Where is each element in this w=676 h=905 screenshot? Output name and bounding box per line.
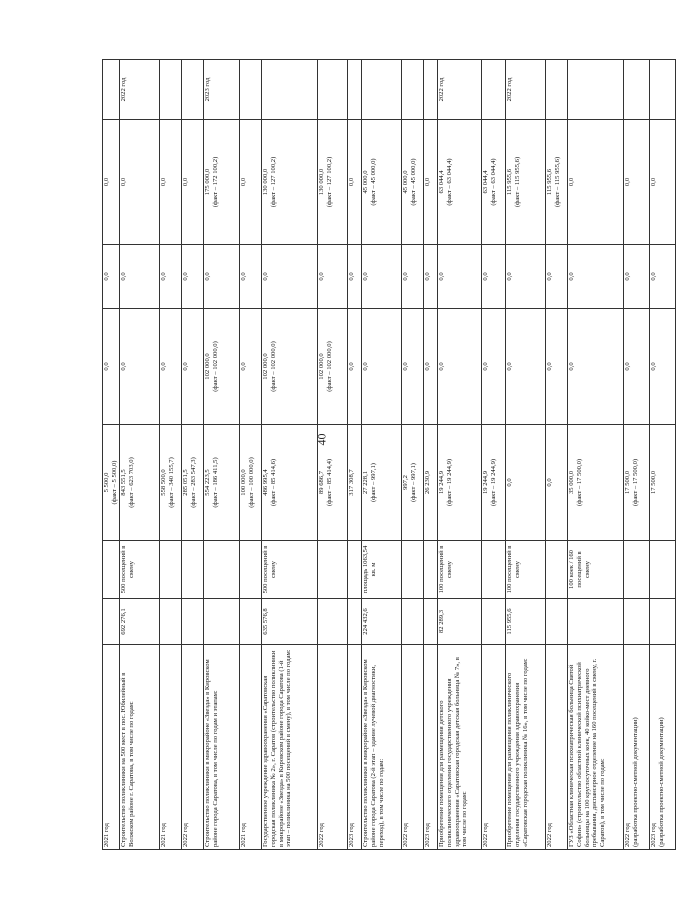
cell-capacity [318,541,348,599]
cell-name: ГУЗ «Областная клиническая психиатрическая больница Святой Софии» (строительство областной клинической психиатрической больницы на 100 круглосуточных коек, 40 койко-мест дневного пребывания, диспансерное отделение на 160 посещений в смену, г. Саратов), в том числе по годам: [568,645,624,850]
cell-capacity: 100 посещений в смену [438,541,482,599]
cell-term [482,60,506,120]
cell-name: 2022 год [402,645,424,850]
cell-budget-2024: 0,0 [424,120,438,245]
cell-budget-2021: 997,2 (факт – 997,1) [402,425,424,541]
table-row [482,60,506,850]
cell-term: 2023 год [204,60,240,120]
cell-budget-2023: 0,0 [650,245,676,309]
cell-budget-2024: 0,0 [160,120,182,245]
cell-total [482,599,506,645]
cell-budget-2022: 0,0 [362,309,402,425]
cell-total [240,599,262,645]
cell-budget-2024: 0,0 [103,120,120,245]
cell-total [402,599,424,645]
cell-budget-2021: 285 051,5 (факт – 283 547,3) [182,425,204,541]
cell-term [424,60,438,120]
cell-term [546,60,568,120]
cell-budget-2022: 0,0 [182,309,204,425]
cell-capacity [204,541,240,599]
cell-name: 2021 год [103,645,120,850]
cell-term: 2022 год [120,60,160,120]
cell-name: Приобретение помещения для размещения поликлинического отделения государственного учреждения здравоохранения «Саратовская городская поликлиника № 16», в том числе по годам: [506,645,546,850]
table-row [402,60,424,850]
cell-budget-2024: 130 000,0 (факт – 127 100,2) [262,120,318,245]
cell-capacity [182,541,204,599]
cell-capacity [402,541,424,599]
cell-budget-2023: 0,0 [438,245,482,309]
table-row [506,60,546,850]
cell-total: 224 432,6 [362,599,402,645]
cell-capacity [348,541,362,599]
cell-capacity: площадь 1063,54 кв. м [362,541,402,599]
table-row [438,60,482,850]
cell-budget-2023: 0,0 [160,245,182,309]
cell-budget-2022: 0,0 [506,309,546,425]
table-row [568,60,624,850]
cell-budget-2023: 0,0 [482,245,506,309]
cell-total [546,599,568,645]
cell-budget-2023: 0,0 [506,245,546,309]
cell-budget-2023: 0,0 [624,245,650,309]
cell-budget-2022: 0,0 [120,309,160,425]
cell-total [182,599,204,645]
cell-capacity [103,541,120,599]
cell-total: 635 576,8 [262,599,318,645]
cell-capacity: 100 коек / 160 посещений в смену [568,541,624,599]
cell-capacity [546,541,568,599]
cell-name: 2023 год [348,645,362,850]
cell-budget-2022: 0,0 [482,309,506,425]
table-row [424,60,438,850]
cell-term [650,60,676,120]
cell-budget-2024: 0,0 [182,120,204,245]
cell-budget-2024: 0,0 [240,120,262,245]
cell-name: 2021 год [160,645,182,850]
table-row [318,60,348,850]
cell-name: Государственное учреждение здравоохранения «Саратовская городская поликлиника № 2», г. Саратов (строительство поликлиники в микрорайоне «Звезда» в Кировском районе города Саратова (1-й этап – поликлиника на 500 посещений в смену), в том числе по годам: [262,645,318,850]
cell-name: 2022 год [318,645,348,850]
cell-total: 692 276,1 [120,599,160,645]
cell-budget-2024: 0,0 [568,120,624,245]
table-row [240,60,262,850]
cell-term: 2022 год [506,60,546,120]
cell-budget-2022: 0,0 [240,309,262,425]
cell-name: Строительство поликлиники на 500 мест в пос. Юбилейный в Волжском районе г. Саратова, в том числе по годам: [120,645,160,850]
cell-budget-2024: 130 000,0 (факт – 127 100,2) [318,120,348,245]
cell-budget-2021: 554 223,5 (факт – 186 411,5) [204,425,240,541]
cell-total [650,599,676,645]
cell-total [624,599,650,645]
cell-budget-2021: 5 500,0 (факт – 5 500,0) [103,425,120,541]
table-row [120,60,160,850]
cell-budget-2021: 558 500,0 (факт – 340 155,7) [160,425,182,541]
investment-table [102,59,676,850]
cell-budget-2023: 0,0 [103,245,120,309]
cell-budget-2024: 63 044,4 (факт – 63 044,4) [438,120,482,245]
cell-term [348,60,362,120]
cell-budget-2024: 175 000,0 (факт – 172 100,2) [204,120,240,245]
cell-budget-2022: 0,0 [103,309,120,425]
cell-name: 2022 год [482,645,506,850]
cell-budget-2023: 0,0 [546,245,568,309]
table-row [262,60,318,850]
cell-budget-2024: 115 955,6 (факт – 115 955,6) [546,120,568,245]
cell-budget-2023: 0,0 [262,245,318,309]
cell-capacity [240,541,262,599]
cell-budget-2022: 0,0 [546,309,568,425]
cell-budget-2021: 0,0 [546,425,568,541]
cell-capacity [424,541,438,599]
rotated-table-container [102,60,665,850]
cell-term [568,60,624,120]
table-row [362,60,402,850]
cell-name: 2023 год [424,645,438,850]
cell-budget-2024: 115 955,6 (факт – 115 955,6) [506,120,546,245]
cell-capacity [650,541,676,599]
cell-name: Строительство поликлиники в микрорайоне «Звезда» в Кировском районе города Саратова, в том числе по годам и этапам: [204,645,240,850]
cell-term [103,60,120,120]
cell-term: 2022 год [438,60,482,120]
cell-name: 2023 год (разработка проектно-сметной документации) [650,645,676,850]
cell-term [160,60,182,120]
cell-capacity [160,541,182,599]
page-number: 40 [314,433,329,446]
cell-budget-2021: 19 244,9 (факт – 19 244,9) [482,425,506,541]
cell-budget-2021: 0,0 [506,425,546,541]
cell-budget-2023: 0,0 [120,245,160,309]
cell-budget-2021: 89 686,7 (факт – 85 414,4) [318,425,348,541]
cell-budget-2023: 0,0 [568,245,624,309]
cell-name: Строительство поликлиники в микрорайоне «Звезда» в Кировском районе города Саратова (2-й этап – здание лучевой диагностики, переход), в том числе по годам: [362,645,402,850]
cell-term [262,60,318,120]
cell-capacity [482,541,506,599]
cell-budget-2023: 0,0 [240,245,262,309]
cell-name: Приобретение помещения для размещения детского поликлинического отделения государственного учреждения здравоохранения «Саратовская городская детская больница № 7», в том числе по годам: [438,645,482,850]
cell-budget-2022: 102 000,0 (факт – 102 000,0) [262,309,318,425]
cell-budget-2021: 26 230,9 [424,425,438,541]
cell-budget-2024: 0,0 [348,120,362,245]
cell-capacity: 500 посещений в смену [120,541,160,599]
cell-term [362,60,402,120]
cell-budget-2023: 0,0 [348,245,362,309]
cell-budget-2021: 486 995,4 (факт – 85 414,6) [262,425,318,541]
cell-total: 115 955,6 [506,599,546,645]
cell-budget-2022: 0,0 [438,309,482,425]
cell-capacity: 500 посещений в смену [262,541,318,599]
cell-budget-2023: 0,0 [318,245,348,309]
cell-total [318,599,348,645]
cell-name: 2022 год (разработка проектно-сметной документации) [624,645,650,850]
cell-budget-2023: 0,0 [424,245,438,309]
table-body [103,60,676,850]
cell-budget-2023: 0,0 [402,245,424,309]
cell-budget-2024: 0,0 [650,120,676,245]
cell-name: 2021 год [240,645,262,850]
cell-total [568,599,624,645]
cell-budget-2022: 0,0 [348,309,362,425]
table-row [650,60,676,850]
cell-term [624,60,650,120]
cell-budget-2022: 0,0 [160,309,182,425]
table-row [182,60,204,850]
table-row [348,60,362,850]
cell-total: 82 289,3 [438,599,482,645]
cell-budget-2021: 35 000,0 (факт – 17 500,0) [568,425,624,541]
cell-capacity [624,541,650,599]
cell-budget-2023: 0,0 [362,245,402,309]
cell-capacity: 100 посещений в смену [506,541,546,599]
cell-budget-2023: 0,0 [204,245,240,309]
cell-term [402,60,424,120]
cell-budget-2024: 0,0 [624,120,650,245]
cell-budget-2021: 100 000,0 (факт – 100 000,0) [240,425,262,541]
cell-total [103,599,120,645]
cell-budget-2023: 0,0 [182,245,204,309]
cell-budget-2021: 27 228,1 (факт – 997,1) [362,425,402,541]
cell-budget-2022: 0,0 [650,309,676,425]
table-row [546,60,568,850]
cell-budget-2022: 0,0 [402,309,424,425]
cell-total [424,599,438,645]
cell-term [318,60,348,120]
cell-budget-2021: 317 308,7 [348,425,362,541]
table-row [204,60,240,850]
cell-budget-2024: 45 000,0 (факт – 45 000,0) [362,120,402,245]
cell-budget-2021: 843 551,5 (факт – 623 703,0) [120,425,160,541]
cell-budget-2021: 19 244,9 (факт – 19 244,9) [438,425,482,541]
cell-budget-2024: 63 044,4 (факт – 63 044,4) [482,120,506,245]
cell-budget-2022: 102 000,0 (факт – 102 000,0) [318,309,348,425]
cell-budget-2022: 0,0 [424,309,438,425]
cell-total [160,599,182,645]
table-row [160,60,182,850]
cell-budget-2024: 45 000,0 (факт – 45 000,0) [402,120,424,245]
cell-term [240,60,262,120]
cell-total [204,599,240,645]
cell-total [348,599,362,645]
table-row [624,60,650,850]
cell-budget-2022: 102 000,0 (факт – 102 000,0) [204,309,240,425]
cell-budget-2022: 0,0 [568,309,624,425]
cell-name: 2022 год [546,645,568,850]
cell-budget-2024: 0,0 [120,120,160,245]
cell-name: 2022 год [182,645,204,850]
cell-budget-2021: 17 500,0 (факт – 17 500,0) [624,425,650,541]
table-row [103,60,120,850]
cell-budget-2022: 0,0 [624,309,650,425]
cell-budget-2021: 17 500,0 [650,425,676,541]
cell-term [182,60,204,120]
